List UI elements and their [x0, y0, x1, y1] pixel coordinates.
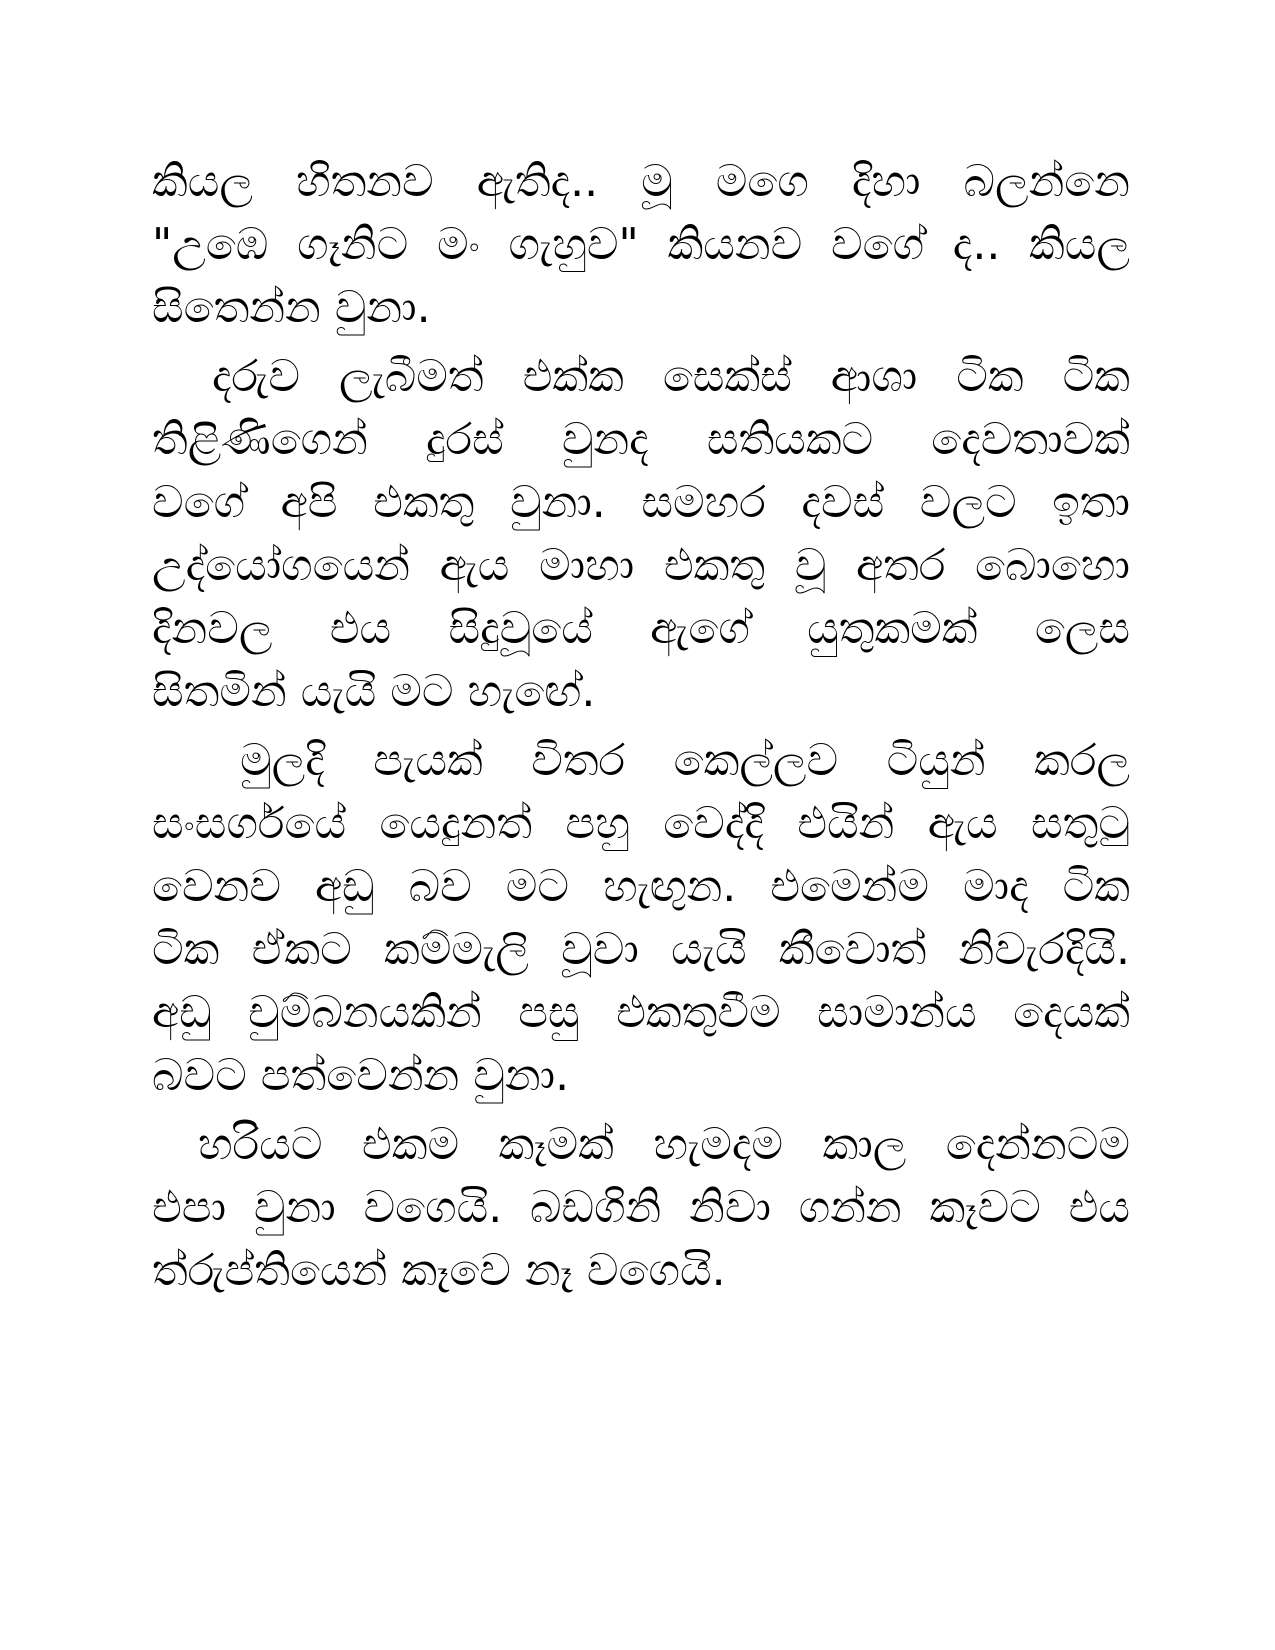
text-line: කියල හිතනව ඇතිද.. මූ මගෙ දිහා බලන්නෙ	[152, 156, 1130, 207]
text-line: බවට පත්වෙන්න වුනා.	[152, 1050, 570, 1101]
text-line: සිතමින් යැයි මට හැඟේ.	[152, 666, 596, 717]
text-line: ටික ඒකට කම්මැලි වූවා යැයි කීවොත් නිවැරදියි.	[152, 924, 1130, 975]
text-line: උද්යෝගයෙන් ඇය මාහා එකතු වූ අතර බොහො	[152, 540, 1130, 591]
text-line: සිතෙන්න වුනා.	[152, 282, 431, 333]
body-text	[152, 150, 1130, 1308]
text-line: දරුව ලැබීමත් එක්ක සෙක්ස් ආශා ටික ටික	[212, 351, 1130, 402]
text-line: හරියට එකම කෑමක් හැමදම කාල දෙන්නටම	[198, 1119, 1130, 1170]
text-line: එපා වුනා වගෙයි. බඩගිනි නිවා ගන්න කෑවට එය	[152, 1182, 1130, 1233]
text-line: "උඹෙ ගෑනිට මං ගැහුව" කියනව වගේ ද.. කියල	[152, 219, 1130, 270]
paragraph-3	[152, 729, 1130, 1107]
text-line: අඩු චුම්බනයකින් පසු එකතුවීම සාමාන්ය දෙයක්	[152, 987, 1130, 1038]
text-line: තිළිණිගෙන් දුරස් වුනද සතියකට දෙවතාවක්	[152, 414, 1130, 465]
text-line: වගේ අපි එකතු වුනා. සමහර දවස් වලට ඉතා	[152, 477, 1130, 528]
text-line: මුලදි පැයක් විතර කෙල්ලව ටියුන් කරල	[240, 735, 1130, 786]
paragraph-2	[152, 345, 1130, 723]
text-line: සංසර්ගයේ යෙදුනත් පහු වෙද්දි එයින් ඇය සතුටු	[152, 798, 1130, 849]
text-line: ත්රුප්තියෙන් කෑවෙ නෑ වගෙයි.	[152, 1245, 726, 1296]
text-line: වෙනව අඩු බව මට හැඟුන. එමෙන්ම මාද ටික	[152, 861, 1130, 912]
text-line: දිනවල එය සිදුවූයේ ඇගේ යුතුකමක් ලෙස	[152, 603, 1130, 654]
paragraph-1	[152, 150, 1130, 339]
paragraph-4	[152, 1113, 1130, 1302]
